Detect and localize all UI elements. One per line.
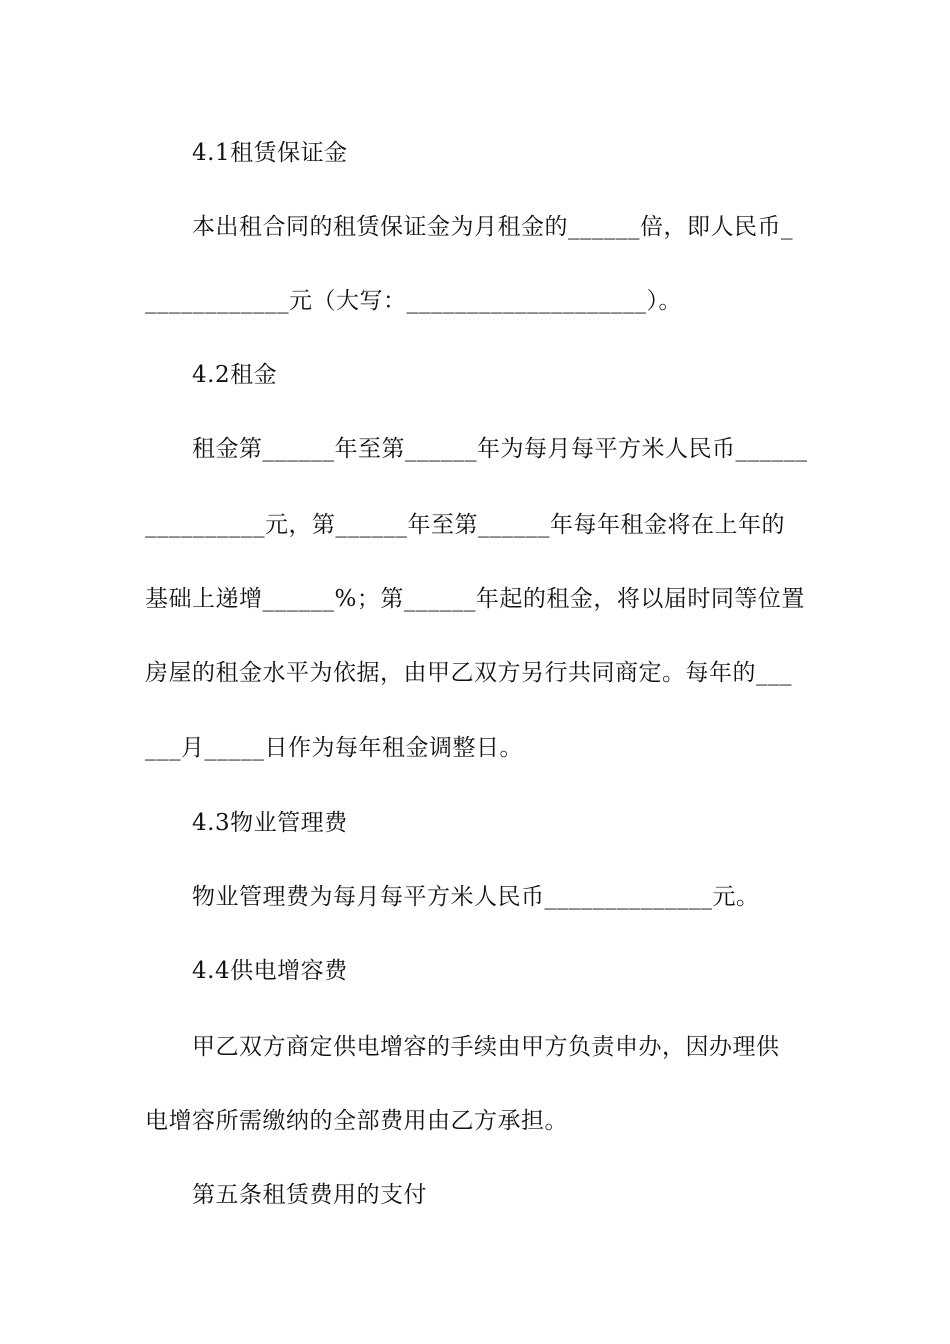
- paragraph-line: 甲乙双方商定供电增容的手续由甲方负责申办，因办理供: [192, 1034, 780, 1060]
- section-heading-4-1: 4.1租赁保证金: [192, 140, 348, 166]
- paragraph-line: 电增容所需缴纳的全部费用由乙方承担。: [145, 1108, 568, 1134]
- paragraph-line: 房屋的租金水平为依据，由甲乙双方另行共同商定。每年的___: [145, 660, 792, 686]
- paragraph-line: ____________元（大写：____________________）。: [145, 288, 682, 314]
- paragraph-line: 基础上递增______%；第______年起的租金，将以届时同等位置: [145, 586, 805, 612]
- paragraph-line: ___月_____日作为每年租金调整日。: [145, 735, 523, 761]
- section-heading-4-3: 4.3物业管理费: [192, 810, 348, 836]
- section-heading-4-4: 4.4供电增容费: [192, 958, 348, 984]
- paragraph-line: 本出租合同的租赁保证金为月租金的______倍，即人民币_: [192, 214, 793, 240]
- paragraph-line: 租金第______年至第______年为每月每平方米人民币______: [192, 436, 808, 462]
- article-heading-5: 第五条租赁费用的支付: [192, 1182, 427, 1208]
- paragraph-line: __________元，第______年至第______年每年租金将在上年的: [145, 512, 785, 538]
- paragraph-line: 物业管理费为每月每平方米人民币______________元。: [192, 884, 760, 910]
- section-heading-4-2: 4.2租金: [192, 362, 278, 388]
